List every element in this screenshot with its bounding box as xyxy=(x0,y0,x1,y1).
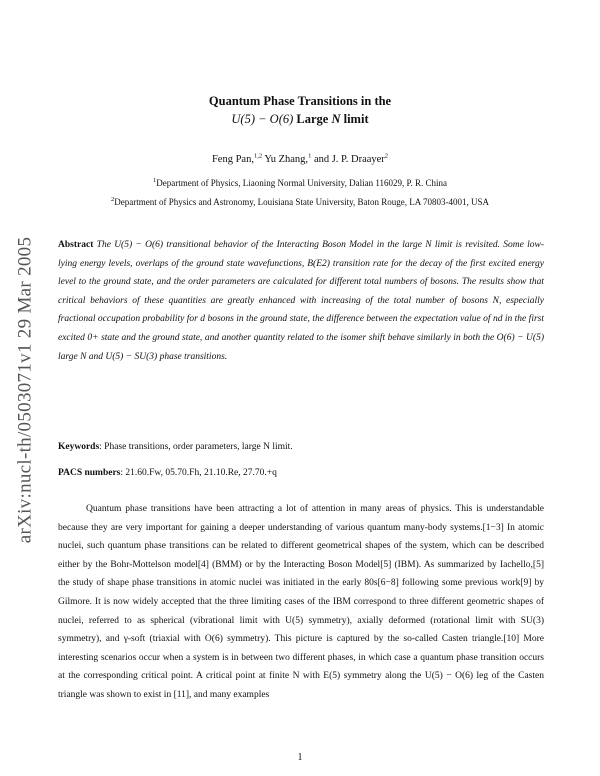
affiliation-1-text: Department of Physics, Liaoning Normal University, Dalian 116029, P. R. China xyxy=(156,178,448,188)
pacs-text: : 21.60.Fw, 05.70.Fh, 21.10.Re, 27.70.+q xyxy=(120,468,277,478)
affiliation-2-text: Department of Physics and Astronomy, Louisiana State University, Baton Rouge, LA 70803-4001, USA xyxy=(114,197,490,207)
author-1: Feng Pan, xyxy=(211,154,254,165)
author-2: Yu Zhang, xyxy=(264,154,309,165)
paper-title-line1 xyxy=(0,94,600,109)
arxiv-stamp xyxy=(10,200,40,580)
page-number: 1 xyxy=(297,752,303,763)
author-1-affil: 1,2 xyxy=(253,152,263,160)
title-limit: limit xyxy=(343,112,369,126)
paper-title-line2 xyxy=(0,112,600,127)
affiliation-1 xyxy=(0,178,600,188)
affiliation-2-mark: 2 xyxy=(110,196,115,203)
author-3: and J. P. Draayer xyxy=(313,154,385,165)
title-large: Large xyxy=(296,112,329,126)
pacs-label: PACS numbers xyxy=(58,468,121,478)
abstract-label: Abstract xyxy=(58,240,94,250)
title-n: N xyxy=(331,112,341,126)
author-2-affil: 1 xyxy=(308,152,312,160)
body-paragraph: Quantum phase transitions have been attracting a lot of attention in many areas of physics. This is understandable because they are very important for gaining a deeper understanding of various quantum many-body systems.[1−3] In atomic nuclei, such quantum phase transitions can be related to different geometrical shapes of the system, which can be described either by the Bohr-Mottelson model[4] (BMM) or by the Interacting Boson Model[5] (IBM). As summarized by Iachello,[5] the study of shape phase transitions in atomic nuclei was initiated in the early 80s[6−8] following some previous work[9] by Gilmore. It is now widely accepted that the three limiting cases of the IBM correspond to three different geometric shapes of nuclei, referred to as spherical (vibrational limit with U(5) symmetry), axially deformed (rotational limit with SU(3) symmetry), and γ-soft (triaxial with O(6) symmetry). This picture is captured by the so-called Casten triangle.[10] More interesting scenarios occur when a system is in between two different phases, in which case a quantum phase transition occurs at the corresponding critical point. A critical point at finite N with E(5) symmetry along the U(5) − O(6) leg of the Casten triangle was shown to exist in [11], and many examples xyxy=(58,504,544,700)
author-3-affil: 2 xyxy=(384,152,389,160)
author-list xyxy=(0,154,600,165)
abstract-text: The U(5) − O(6) transitional behavior of the Interacting Boson Model in the large N limit is revisited. Some low-lying energy levels, overlaps of the ground state wavefunctions, B(E2) transition rate for the decay of the first excited energy level to the ground state, and the order parameters are calculated for different total numbers of bosons. The results show that critical behaviors of these quantities are greatly enhanced with increasing of the total number of bosons N, especially fractional occupation probability for d bosons in the ground state, the difference between the expectation value of nd in the first excited 0+ state and the ground state, and another quantity related to the isomer shift behave similarly in both the O(6) − U(5) large N and U(5) − SU(3) phase transitions. xyxy=(58,240,544,362)
keywords xyxy=(58,438,544,457)
affiliation-1-mark: 1 xyxy=(152,177,157,184)
title-line1: Quantum Phase Transitions in the xyxy=(208,94,392,108)
keywords-label: Keywords xyxy=(58,442,100,452)
keywords-text: : Phase transitions, order parameters, large N limit. xyxy=(99,442,293,452)
abstract xyxy=(58,236,544,366)
affiliation-2 xyxy=(0,197,600,207)
pacs-numbers xyxy=(58,464,544,483)
arxiv-id: arXiv:nucl-th/0503071v1 29 Mar 2005 xyxy=(14,236,36,544)
title-math: U(5) − O(6) xyxy=(231,112,294,126)
body-text xyxy=(58,500,544,705)
